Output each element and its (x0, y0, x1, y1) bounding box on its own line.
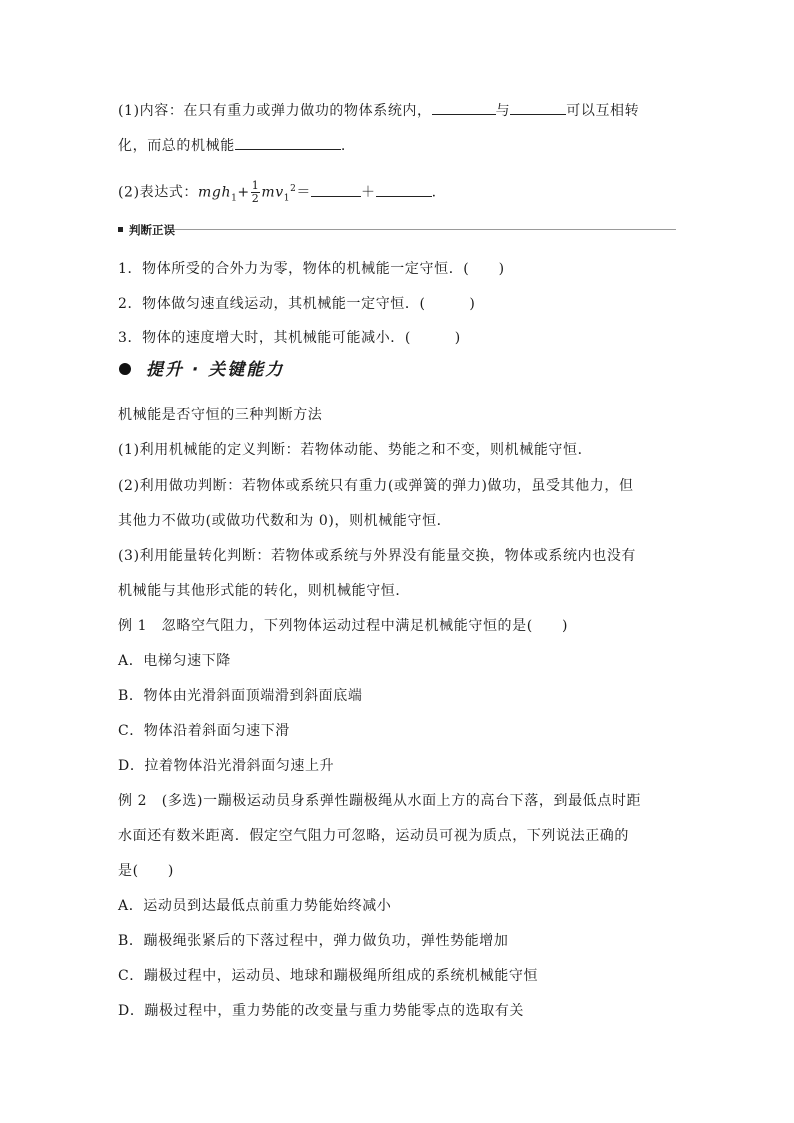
circle-bullet-icon (119, 363, 131, 375)
fill-blank[interactable] (432, 99, 496, 115)
methods-heading: 机械能是否守恒的三种判断方法 (118, 407, 323, 423)
judge-section-header (118, 220, 676, 240)
fraction-half (251, 180, 261, 205)
example-1-option[interactable]: B．物体由光滑斜面顶端滑到斜面底端 (118, 688, 363, 704)
example-1-option[interactable]: D．拉着物体沿光滑斜面匀速上升 (118, 758, 335, 774)
fraction-numerator: 1 (251, 179, 260, 193)
method-1: (1)利用机械能的定义判断：若物体动能、势能之和不变，则机械能守恒． (118, 442, 593, 458)
example-2-option[interactable]: B．蹦极绳张紧后的下落过程中，弹力做负功，弹性势能增加 (118, 933, 509, 949)
expr-plus-2: ＋ (361, 184, 376, 201)
example-2-stem-line-1: 例 2 (多选)一蹦极运动员身系弹性蹦极绳从水面上方的高台下落，到最低点时距 (118, 793, 642, 809)
method-2-line-1: (2)利用做功判断：若物体或系统只有重力(或弹簧的弹力)做功，虽受其他力，但 (118, 478, 634, 494)
method-3-line-1: (3)利用能量转化判断：若物体或系统与外界没有能量交换，物体或系统内也没有 (118, 548, 637, 564)
fill-blank[interactable] (235, 134, 341, 150)
expr-end: . (431, 184, 437, 201)
method-3-line-2: 机械能与其他形式能的转化，则机械能守恒． (118, 583, 410, 599)
example-2-option[interactable]: C．蹦极过程中，运动员、地球和蹦极绳所组成的系统机械能守恒 (118, 968, 539, 984)
content-line-1 (118, 99, 639, 121)
judge-item: 2．物体做匀速直线运动，其机械能一定守恒．( ) (118, 296, 476, 312)
content-and: 与 (495, 103, 511, 119)
example-2-stem-line-3: 是( ) (118, 863, 174, 879)
fill-blank[interactable] (510, 99, 566, 115)
content-text-1: (1)内容：在只有重力或弹力做功的物体系统内， (118, 103, 432, 119)
content-text-3: 化，而总的机械能 (118, 138, 235, 154)
fraction-denominator: 2 (251, 192, 260, 206)
expr-equals: ＝ (296, 184, 312, 201)
content-text-2: 可以互相转 (566, 103, 640, 119)
fill-blank[interactable] (376, 181, 432, 197)
example-2-stem-line-2: 水面还有数米距离．假定空气阻力可忽略，运动员可视为质点，下列说法正确的 (118, 828, 629, 844)
expr-mgh: mgh (198, 184, 232, 201)
expr-label: (2)表达式： (118, 184, 199, 201)
example-1-stem: 例 1 忽略空气阻力，下列物体运动过程中满足机械能守恒的是( ) (118, 618, 569, 634)
example-2-option[interactable]: D．蹦极过程中，重力势能的改变量与重力势能零点的选取有关 (118, 1003, 525, 1019)
expr-mv: mv (261, 184, 284, 201)
expr-square: 2 (290, 184, 297, 194)
expr-plus: + (237, 184, 250, 201)
content-end: . (340, 138, 346, 154)
judge-item: 1．物体所受的合外力为零，物体的机械能一定守恒．( ) (118, 261, 505, 277)
square-bullet-icon (118, 227, 123, 232)
expr-sub1: 1 (231, 193, 238, 204)
section-title: 提升 · 关键能力 (146, 360, 285, 380)
example-1-option[interactable]: A．电梯匀速下降 (118, 653, 231, 669)
content-line-2 (118, 134, 346, 156)
example-1-option[interactable]: C．物体沿着斜面匀速下滑 (118, 723, 290, 739)
judge-item: 3．物体的速度增大时，其机械能可能减小．( ) (118, 330, 461, 346)
method-2-line-2: 其他力不做功(或做功代数和为 0)，则机械能守恒． (118, 513, 452, 529)
expression-line (118, 177, 437, 210)
fill-blank[interactable] (311, 181, 361, 197)
expr-sub2: 1 (283, 193, 291, 204)
judge-title: 判断正误 (129, 223, 175, 237)
divider (174, 229, 676, 230)
example-2-option[interactable]: A．运动员到达最低点前重力势能始终减小 (118, 898, 392, 914)
